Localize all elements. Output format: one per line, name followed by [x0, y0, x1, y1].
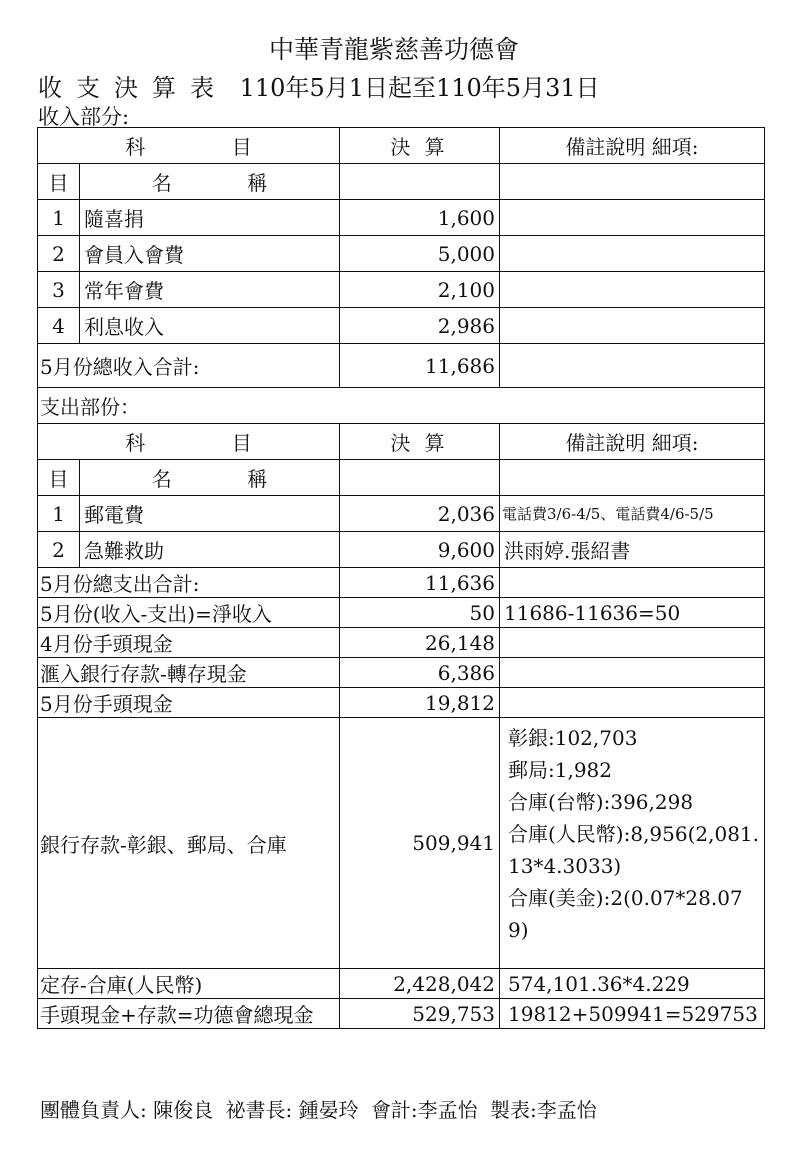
fixed-deposit-label: 定存-合庫(人民幣)	[38, 969, 340, 999]
grand-total-label: 手頭現金+存款=功德會總現金	[38, 999, 340, 1029]
subtitle-label: 收支決算表	[38, 74, 228, 102]
row-number: 2	[38, 532, 80, 568]
bank-notes	[500, 718, 765, 969]
budget-table	[37, 127, 765, 1029]
fixed-deposit-note: 574,101.36*4.229	[500, 969, 765, 999]
row-number: 3	[38, 272, 80, 308]
bank-note-line: 合庫(台幣):396,298	[508, 790, 694, 814]
summary-note	[500, 658, 765, 688]
row-note	[500, 308, 765, 344]
income-total-label: 5月份總收入合計:	[38, 344, 340, 388]
row-note	[500, 272, 765, 308]
summary-note	[500, 628, 765, 658]
row-amount: 2,986	[340, 308, 500, 344]
signature-leader: 團體負責人: 陳俊良	[40, 1098, 214, 1122]
header-subject-char-1: 科	[125, 135, 146, 159]
summary-amount: 26,148	[340, 628, 500, 658]
income-header-row	[38, 128, 765, 164]
header-item: 目	[38, 164, 80, 200]
row-note: 洪雨婷.張紹書	[500, 532, 765, 568]
summary-row	[38, 658, 765, 688]
summary-note: 11686-11636=50	[500, 598, 765, 628]
expense-subheader-row	[38, 460, 765, 496]
header-name	[80, 164, 340, 200]
summary-label: 5月份總支出合計:	[38, 568, 340, 598]
table-row	[38, 272, 765, 308]
header-subject	[38, 424, 340, 460]
income-total-row	[38, 344, 765, 388]
row-amount: 1,600	[340, 200, 500, 236]
row-amount: 2,100	[340, 272, 500, 308]
bank-note-line: 彰銀:102,703	[508, 726, 638, 750]
summary-row	[38, 688, 765, 718]
summary-label: 5月份手頭現金	[38, 688, 340, 718]
summary-amount: 19,812	[340, 688, 500, 718]
row-number: 1	[38, 496, 80, 532]
row-name: 郵電費	[80, 496, 340, 532]
table-row	[38, 236, 765, 272]
row-number: 2	[38, 236, 80, 272]
signature-accountant: 會計:李孟怡	[370, 1098, 478, 1122]
header-amount: 決 算	[340, 424, 500, 460]
header-name-char-2: 稱	[247, 467, 268, 491]
header-subject-char-2: 目	[231, 431, 252, 455]
expense-section-row	[38, 388, 765, 424]
grand-total-note: 19812+509941=529753	[500, 999, 765, 1029]
summary-note	[500, 568, 765, 598]
fixed-deposit-amount: 2,428,042	[340, 969, 500, 999]
bank-label: 銀行存款-彰銀、郵局、合庫	[38, 718, 340, 969]
row-amount: 2,036	[340, 496, 500, 532]
row-name: 常年會費	[80, 272, 340, 308]
row-amount: 9,600	[340, 532, 500, 568]
row-name: 隨喜捐	[80, 200, 340, 236]
header-subject-char-2: 目	[231, 135, 252, 159]
summary-label: 滙入銀行存款-轉存現金	[38, 658, 340, 688]
expense-section-label: 支出部份：	[38, 388, 765, 424]
header-notes: 備註說明 細項:	[500, 128, 765, 164]
document-subtitle	[38, 68, 600, 103]
subtitle-period: 110年5月1日起至110年5月31日	[239, 74, 600, 102]
signature-line	[40, 1094, 603, 1123]
table-row	[38, 200, 765, 236]
bank-note-line: 郵局:1,982	[508, 758, 612, 782]
summary-row	[38, 598, 765, 628]
table-row	[38, 496, 765, 532]
header-subject-char-1: 科	[125, 431, 146, 455]
header-notes: 備註說明 細項:	[500, 424, 765, 460]
row-amount: 5,000	[340, 236, 500, 272]
grand-total-row	[38, 999, 765, 1029]
bank-row	[38, 718, 765, 969]
summary-note	[500, 688, 765, 718]
row-name: 利息收入	[80, 308, 340, 344]
signature-preparer: 製表:李孟怡	[490, 1098, 597, 1122]
row-name: 會員入會費	[80, 236, 340, 272]
header-amount: 決 算	[340, 128, 500, 164]
bank-note-line: 合庫(人民幣):8,956(2,081.13*4.3033)	[508, 822, 760, 878]
summary-row	[38, 628, 765, 658]
fixed-deposit-row	[38, 969, 765, 999]
summary-amount: 50	[340, 598, 500, 628]
row-number: 1	[38, 200, 80, 236]
expense-header-row	[38, 424, 765, 460]
header-name-char-1: 名	[151, 467, 172, 491]
row-note	[500, 236, 765, 272]
document-title: 中華青龍紫慈善功德會	[268, 35, 519, 64]
signature-secretary: 祕書長: 鍾晏玲	[225, 1098, 359, 1122]
row-note	[500, 200, 765, 236]
bank-amount: 509,941	[340, 718, 500, 969]
grand-total-amount: 529,753	[340, 999, 500, 1029]
header-name	[80, 460, 340, 496]
bank-note-line: 合庫(美金):2(0.07*28.079)	[508, 886, 743, 942]
header-subject	[38, 128, 340, 164]
summary-row	[38, 568, 765, 598]
summary-amount: 11,636	[340, 568, 500, 598]
summary-label: 4月份手頭現金	[38, 628, 340, 658]
header-item: 目	[38, 460, 80, 496]
table-row	[38, 308, 765, 344]
row-note: 電話費3/6-4/5、電話費4/6-5/5	[500, 496, 765, 532]
row-name: 急難救助	[80, 532, 340, 568]
header-name-char-2: 稱	[247, 171, 268, 195]
income-section-label: 收入部分:	[38, 105, 130, 129]
income-subheader-row	[38, 164, 765, 200]
row-number: 4	[38, 308, 80, 344]
table-row	[38, 532, 765, 568]
header-name-char-1: 名	[151, 171, 172, 195]
summary-label: 5月份(收入-支出)=淨收入	[38, 598, 340, 628]
income-total-amount: 11,686	[340, 344, 500, 388]
summary-amount: 6,386	[340, 658, 500, 688]
